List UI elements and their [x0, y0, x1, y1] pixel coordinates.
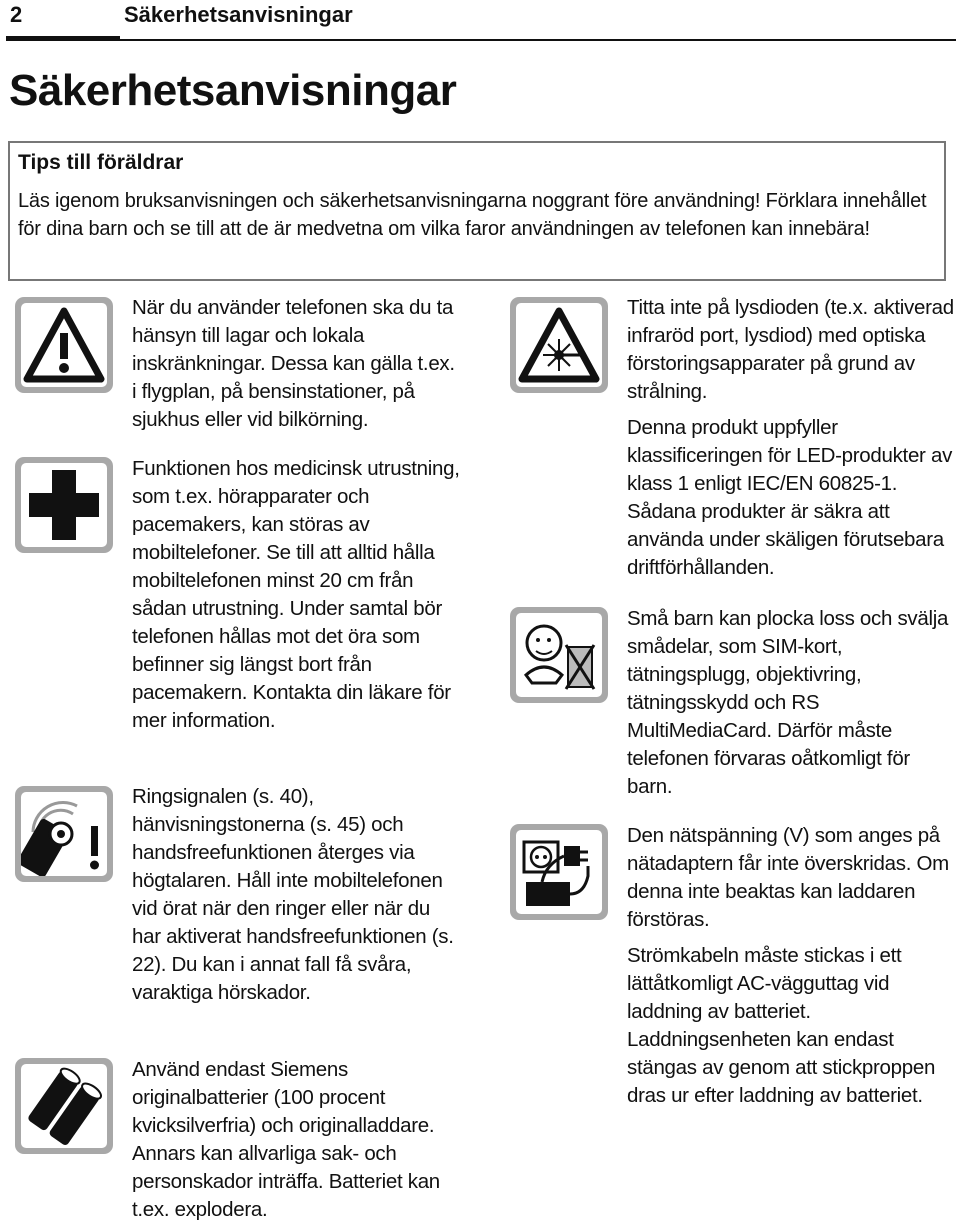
- section-local-restrictions: [132, 294, 462, 434]
- section-text: Strömkabeln måste stickas i ett lättåtkomligt AC-vägguttag vid laddning av batteriet. Laddningsenheten kan endast stängas av genom att stickproppen dras ur efter laddning av batteriet.: [627, 944, 936, 1107]
- section-text: Denna produkt uppfyller klassificeringen för LED-produkter av klass 1 enligt IEC/EN 60825-1. Sådana produkter är säkra att använda under skäligen förutsebara driftförhållanden.: [627, 416, 953, 579]
- section-text: Små barn kan plocka loss och svälja smådelar, som SIM-kort, tätningsplugg, objektivring, tätningsskydd och RS MultiMediaCard. Därför måste telefonen förvaras oåtkomligt för barn.: [627, 607, 949, 798]
- power-plug-icon: [510, 824, 608, 920]
- battery-icon: [15, 1058, 113, 1154]
- running-title: Säkerhetsanvisningar: [124, 2, 353, 27]
- section-text: Den nätspänning (V) som anges på nätadaptern får inte överskridas. Om denna inte beaktas kan laddaren förstöras.: [627, 824, 949, 931]
- header-rule: [6, 39, 956, 41]
- section-batteries: [132, 1056, 462, 1224]
- section-loudspeaker: [132, 783, 462, 1007]
- section-small-children: [627, 605, 957, 801]
- section-text: Titta inte på lysdioden (te.x. aktiverad infraröd port, lysdiod) med optiska förstoringsapparater på grund av strålning.: [627, 296, 954, 403]
- medical-cross-icon: [15, 457, 113, 553]
- section-medical-equipment: [132, 455, 462, 735]
- tips-body: Läs igenom bruksanvisningen och säkerhetsanvisningarna noggrant före användning! Förklara innehållet för dina barn och se till att de är medvetna om vilka faror användningen av telefonen kan innebära!: [18, 190, 927, 240]
- section-led: [627, 294, 957, 582]
- page-title: Säkerhetsanvisningar: [9, 66, 457, 115]
- laser-warning-icon: [510, 297, 608, 393]
- section-text: Ringsignalen (s. 40), hänvisningstonerna (s. 45) och handsfreefunktionen återges via högtalaren. Håll inte mobiltelefonen vid örat när den ringer eller när du har aktiverat handsfreefunktionen (s. 22). Du kan i annat fall få svåra, varaktiga hörskador.: [132, 785, 454, 1004]
- section-power-supply: [627, 822, 957, 1110]
- section-text: När du använder telefonen ska du ta hänsyn till lagar och lokala inskränkningar. Dessa kan gälla t.ex. i flygplan, på bensinstationer, på sjukhus eller vid bilkörning.: [132, 296, 455, 431]
- child-small-parts-icon: [510, 607, 608, 703]
- tips-box: [8, 141, 946, 281]
- tips-heading: Tips till föräldrar: [18, 151, 184, 174]
- page-header: [0, 0, 960, 44]
- section-text: Funktionen hos medicinsk utrustning, som t.ex. hörapparater och pacemakers, kan störas av mobiltelefoner. Se till att alltid hålla mobiltelefonen minst 20 cm från sådan utrustning. Under samtal bör telefonen hållas mot det öra som befinner sig längst bort från pacemakern. Kontakta din läkare för mer information.: [132, 457, 460, 732]
- page-number: 2: [10, 2, 23, 27]
- loudspeaker-warning-icon: [15, 786, 113, 882]
- section-text: Använd endast Siemens originalbatterier (100 procent kvicksilverfria) och originalladdare. Annars kan allvarliga sak- och personskador inträffa. Batteriet kan t.ex. explodera.: [132, 1058, 440, 1221]
- warning-triangle-icon: [15, 297, 113, 393]
